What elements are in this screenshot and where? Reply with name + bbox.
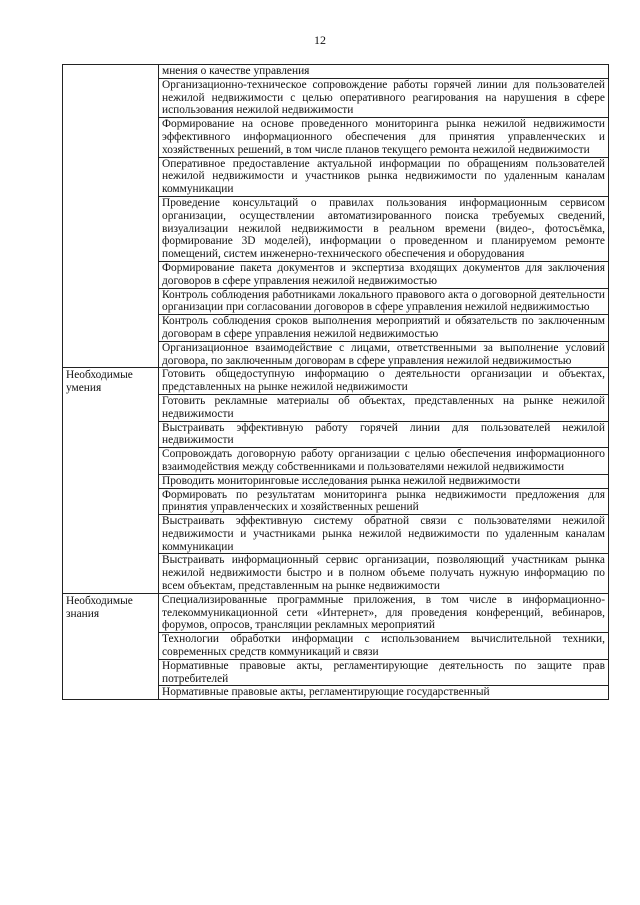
- requirement-item: Формирование на основе проведенного мониторинга рынка нежилой недвижимости эффективного информационного обеспечения для принятия управленческих и хозяйственных решений, в том числе планов текущего ремонта нежилой недвижимости: [159, 118, 609, 157]
- requirement-item: Формирование пакета документов и экспертиза входящих документов для заключения договоров в сфере управления нежилой недвижимостью: [159, 261, 609, 288]
- requirement-item: Оперативное предоставление актуальной информации по обращениям пользователей нежилой недвижимости и участников рынка недвижимости по удаленным каналам коммуникации: [159, 157, 609, 196]
- requirement-item: Контроль соблюдения сроков выполнения мероприятий и обязательств по заключенным договорам в сфере управления нежилой недвижимостью: [159, 315, 609, 342]
- page-number: 12: [314, 33, 326, 47]
- table-row: [63, 65, 609, 79]
- requirement-item: Готовить рекламные материалы об объектах, представленных на рынке нежилой недвижимости: [159, 394, 609, 421]
- requirement-item: Проводить мониторинговые исследования рынка нежилой недвижимости: [159, 474, 609, 488]
- group-label-skills: Необходимые умения: [66, 369, 133, 395]
- requirement-item: Организационно-техническое сопровождение работы горячей линии для пользователей нежилой недвижимости с целью оперативного реагирования на нарушения в сфере использования нежилой недвижимости: [159, 78, 609, 117]
- group-label: [66, 65, 155, 66]
- group-label-cell: [63, 593, 159, 699]
- requirement-item: Организационное взаимодействие с лицами, ответственными за выполнение условий договора, по заключенным договорам в сфере управления нежилой недвижимостью: [159, 341, 609, 368]
- requirement-item: Выстраивать эффективную систему обратной связи с пользователями нежилой недвижимости и участниками рынка нежилой недвижимости по удаленным каналам коммуникации: [159, 515, 609, 554]
- requirement-item: Нормативные правовые акты, регламентирующие деятельность по защите прав потребителей: [159, 659, 609, 686]
- requirements-table: [62, 64, 609, 700]
- group-label-cell: [63, 368, 159, 594]
- table-row: [63, 593, 609, 632]
- group-label-cell: [63, 65, 159, 368]
- requirement-item: Нормативные правовые акты, регламентирующие государственный: [159, 686, 609, 700]
- requirement-item: Выстраивать эффективную работу горячей линии для пользователей нежилой недвижимости: [159, 421, 609, 448]
- requirement-item: Сопровождать договорную работу организации с целью обеспечения информационного взаимодействия между собственниками и пользователями нежилой недвижимости: [159, 448, 609, 475]
- requirement-item: мнения о качестве управления: [159, 65, 609, 79]
- requirement-item: Формировать по результатам мониторинга рынка недвижимости предложения для принятия управленческих и хозяйственных решений: [159, 488, 609, 515]
- table-row: [63, 368, 609, 395]
- requirement-item: Специализированные программные приложения, в том числе в информационно-телекоммуникационной сети «Интернет», для проведения конференций, вебинаров, форумов, опросов, трансляции рекламных мероприятий: [159, 593, 609, 632]
- requirement-item: Готовить общедоступную информацию о деятельности организации и объектах, представленных на рынке нежилой недвижимости: [159, 368, 609, 395]
- requirement-item: Проведение консультаций о правилах пользования информационным сервисом организации, осуществлении автоматизированного поиска требуемых сведений, визуализации нежилой недвижимости в реальном времени (видео-, фотосъёмка, формирование 3D моделей), информации о проведенном и планируемом ремонте помещений, систем инженерно-технического обеспечения и оборудования: [159, 196, 609, 261]
- requirement-item: Выстраивать информационный сервис организации, позволяющий участникам рынка нежилой недвижимости быстро и в полном объеме получать нужную информацию по всем объектам, представленным на рынке недвижимости: [159, 554, 609, 593]
- requirement-item: Технологии обработки информации с использованием вычислительной техники, современных средств коммуникаций и связи: [159, 633, 609, 660]
- requirement-item: Контроль соблюдения работниками локального правового акта о договорной деятельности организации при согласовании договоров в сфере управления нежилой недвижимостью: [159, 288, 609, 315]
- group-label-knowledge: Необходимые знания: [66, 594, 133, 620]
